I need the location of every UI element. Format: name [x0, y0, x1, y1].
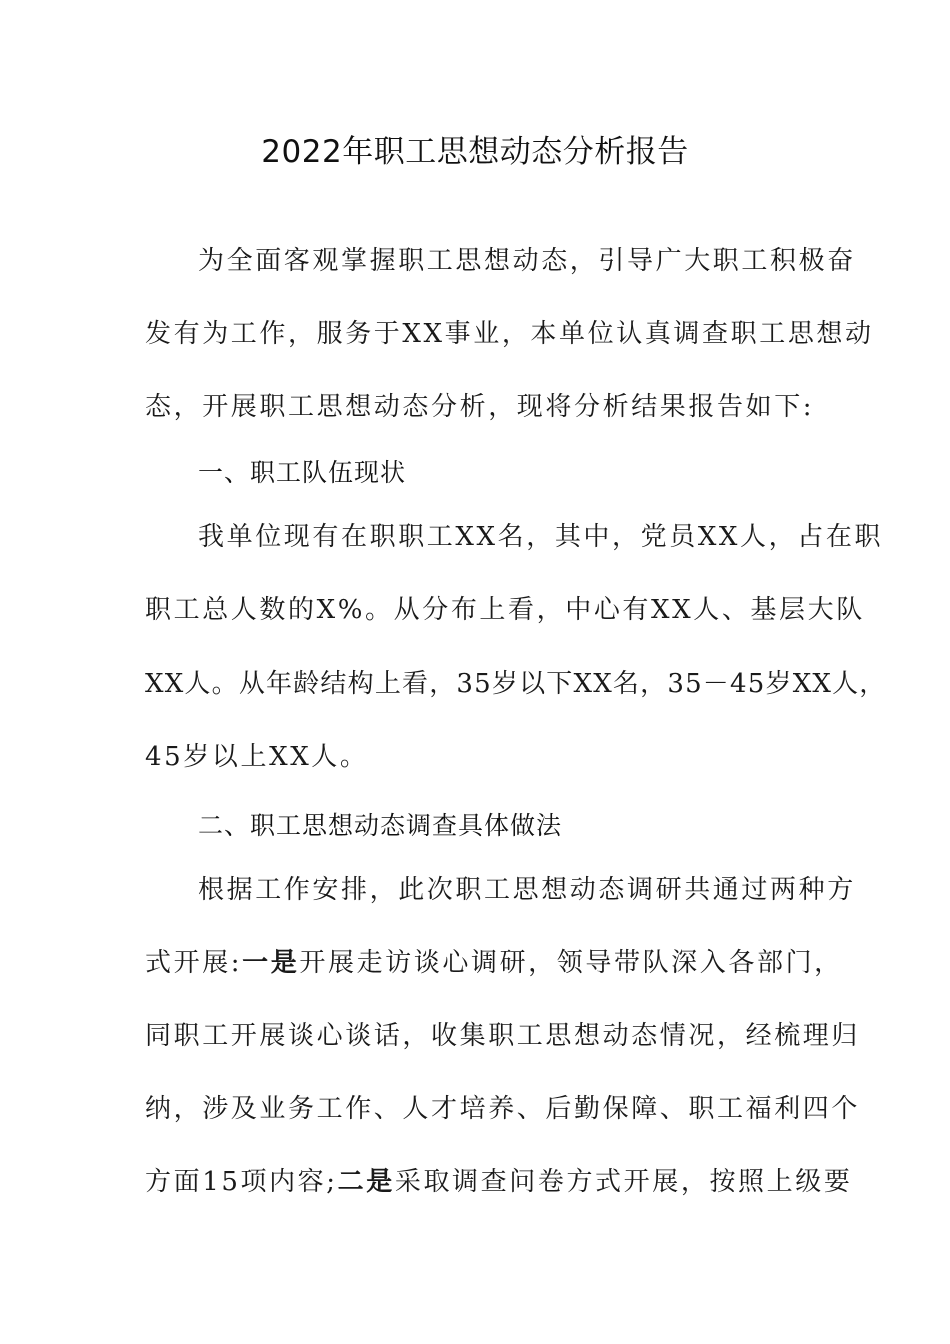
- intro-line-1: 为全面客观掌握职工思想动态，引导广大职工积极奋: [198, 246, 856, 276]
- section-1-line-3: XX人。从年龄结构上看，35岁以下XX名，35－45岁XX人，: [145, 669, 887, 699]
- intro-line-2: 发有为工作，服务于XX事业，本单位认真调查职工思想动: [145, 319, 874, 349]
- section-2-line-1: 根据工作安排，此次职工思想动态调研共通过两种方: [198, 875, 856, 905]
- section-2-line-3: 同职工开展谈心谈话，收集职工思想动态情况，经梳理归: [145, 1021, 861, 1051]
- section-2-line-5-rest: 采取调查问卷方式开展，按照上级要: [394, 1167, 853, 1197]
- section-2-line-4: 纳，涉及业务工作、人才培养、后勤保障、职工福利四个: [145, 1094, 861, 1124]
- section-2-line-2: [145, 943, 843, 983]
- method-two-marker: 二是: [337, 1167, 395, 1197]
- intro-line-3: 态，开展职工思想动态分析，现将分析结果报告如下:: [145, 392, 815, 422]
- section-2-heading: 二、职工思想动态调查具体做法: [198, 811, 563, 840]
- section-1-line-2: 职工总人数的X%。从分布上看，中心有XX人、基层大队: [145, 595, 865, 625]
- section-1-line-1: 我单位现有在职职工XX名，其中，党员XX人，占在职: [198, 522, 884, 552]
- method-one-marker: 一是: [242, 948, 300, 978]
- section-2-line-2-lead: 式开展:: [145, 948, 243, 978]
- section-2-line-5-lead: 方面15项内容;: [145, 1167, 338, 1197]
- section-2-line-2-rest: 开展走访谈心调研，领导带队深入各部门，: [299, 948, 843, 978]
- section-1-line-4: 45岁以上XX人。: [145, 742, 369, 772]
- section-2-line-5: [145, 1162, 853, 1202]
- section-1-heading: 一、职工队伍现状: [198, 458, 407, 487]
- document-title: 2022年职工思想动态分析报告: [261, 134, 689, 170]
